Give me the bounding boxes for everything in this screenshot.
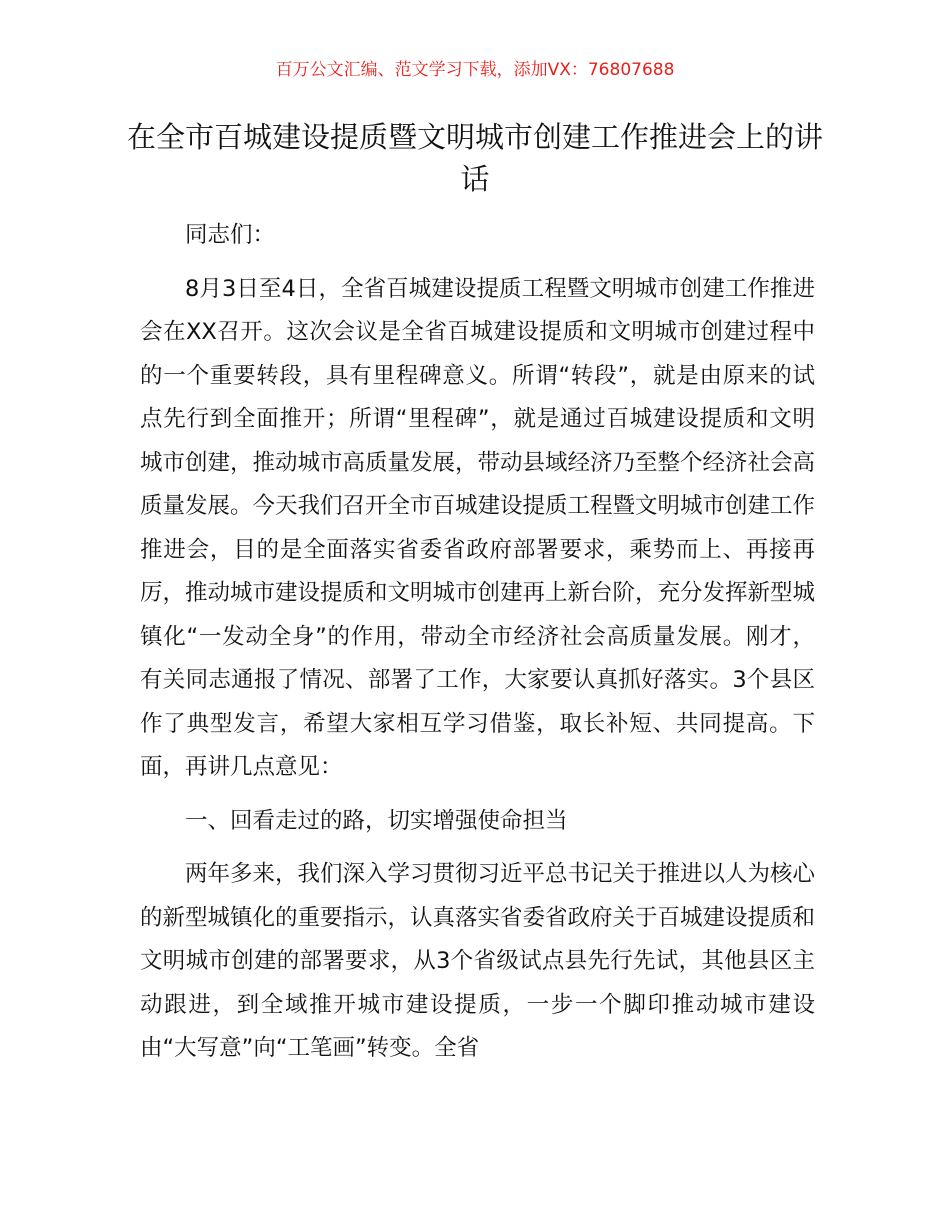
header-banner: 百万公文汇编、范文学习下载，添加VX：76807688 <box>275 60 675 80</box>
document-body <box>140 214 815 1081</box>
paragraph-section-1: 两年多来，我们深入学习贯彻习近平总书记关于推进以人为核心的新型城镇化的重要指示，认真落实省委省政府关于百城建设提质和文明城市创建的部署要求，从3个省级试点县先行先试，其他县区主动跟进，到全域推开城市建设提质，一步一个脚印推动城市建设由“大写意”向“工笔画”转变。全省 <box>140 861 816 1061</box>
salutation: 同志们： <box>185 222 276 248</box>
section-heading: 一、回看走过的路，切实增强使命担当 <box>185 807 568 834</box>
document-title: 在全市百城建设提质暨文明城市创建工作推进会上的讲话 <box>126 120 823 196</box>
paragraph-intro: 8月3日至4日，全省百城建设提质工程暨文明城市创建工作推进会在XX召开。这次会议是全省百城建设提质和文明城市创建过程中的一个重要转段，具有里程碑意义。所谓“转段”，就是由原来的试点先行到全面推开；所谓“里程碑”，就是通过百城建设提质和文明城市创建，推动城市高质量发展，带动县域经济乃至整个经济社会高质量发展。今天我们召开全市百城建设提质工程暨文明城市创建工作推进会，目的是全面落实省委省政府部署要求，乘势而上、再接再厉，推动城市建设提质和文明城市创建再上新台阶，充分发挥新型城镇化“一发动全身”的作用，带动全市经济社会高质量发展。刚才，有关同志通报了情况、部署了工作，大家要认真抓好落实。3个县区作了典型发言，希望大家相互学习借鉴，取长补短、共同提高。下面，再讲几点意见： <box>140 275 816 780</box>
